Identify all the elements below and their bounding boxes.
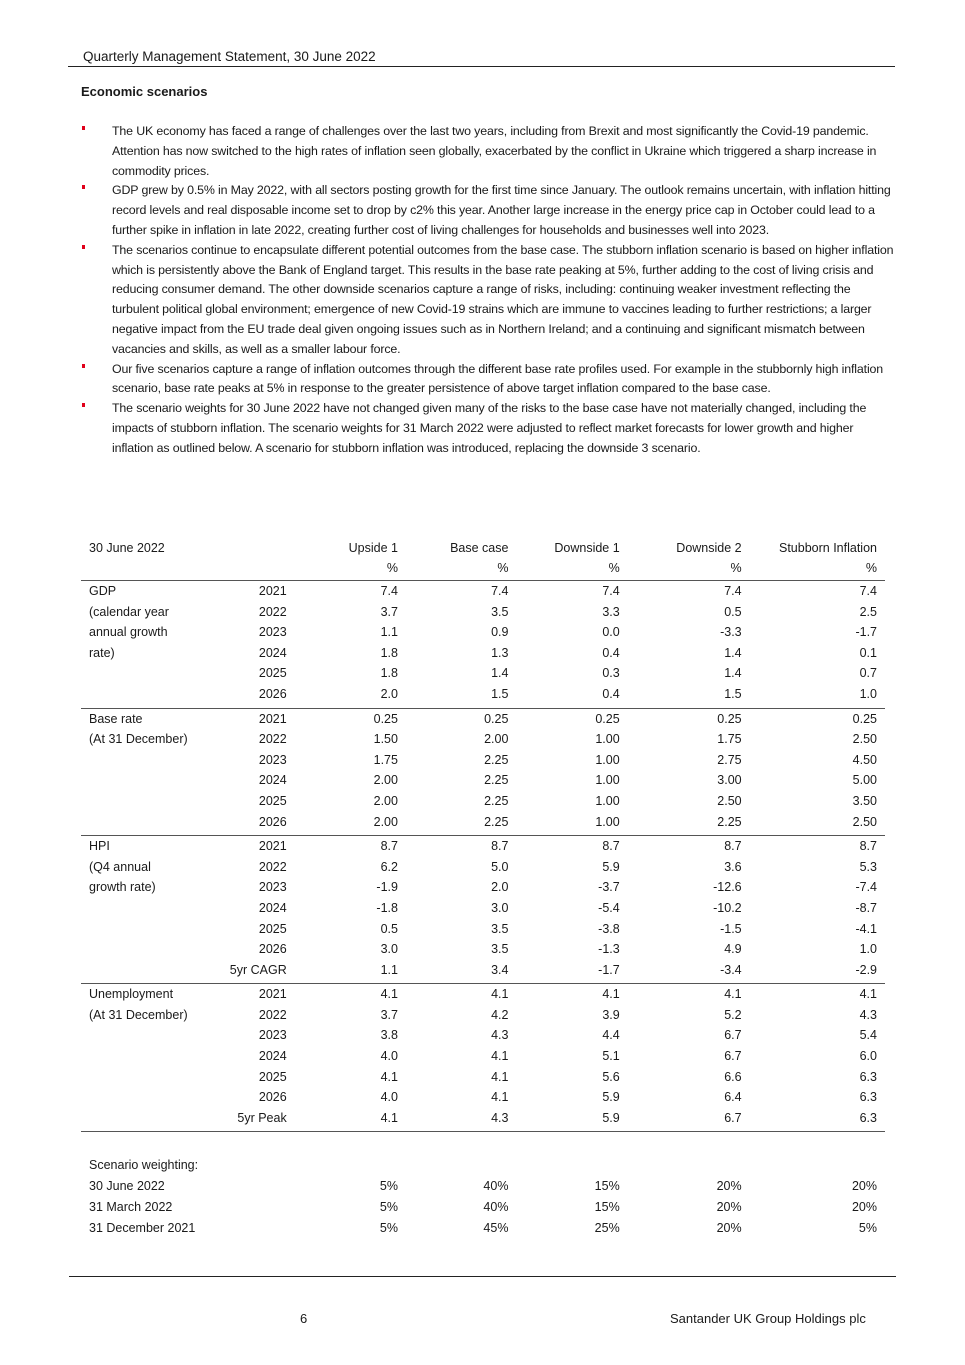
value-stubborn-inflation: 4.1 [750, 984, 885, 1008]
value-downside-2: 0.5 [724, 604, 742, 619]
row-year: 2023 [258, 752, 287, 767]
row-year: 2022 [258, 1007, 287, 1022]
value-stubborn-inflation: -2.9 [855, 962, 877, 977]
weight-upside-1: 5% [379, 1200, 398, 1215]
value-base-case: 1.3 [491, 645, 509, 660]
value-upside-1: 3.0 [380, 942, 398, 957]
value-downside-2: -12.6 [713, 880, 742, 895]
empty-cell [210, 1132, 295, 1159]
row-year: 2023 [258, 625, 287, 640]
table-row [81, 963, 885, 984]
value-stubborn-inflation: 6.3 [859, 1090, 877, 1105]
value-downside-2: 3.00 [717, 773, 742, 788]
value-upside-1: 2.0 [380, 686, 398, 701]
weight-downside-1: 15% [594, 1200, 620, 1215]
row-group-label: (At 31 December) [89, 732, 188, 747]
value-base-case: 3.5 [491, 942, 509, 957]
value-base-case: 4.1 [406, 984, 516, 1008]
value-downside-1: 4.4 [602, 1028, 620, 1043]
table-row [81, 836, 885, 860]
empty-cell [81, 942, 210, 963]
empty-cell [516, 1158, 627, 1179]
row-year: 2021 [210, 581, 295, 605]
column-header-base-case: Base case [450, 541, 509, 555]
bullet-text: The UK economy has faced a range of challenges over the last two years, including from Brexit and most significantly the Covid-19 pandemic. Attention has now switched to the high rates of inflation seen globally, exacerbated by the conflict in Ukraine which triggered a sharp increase in commodity prices. [112, 124, 877, 178]
value-stubborn-inflation: 8.7 [750, 836, 885, 860]
row-year: 2022 [258, 732, 287, 747]
weighting-row [81, 1179, 885, 1200]
table-row [81, 708, 885, 732]
value-upside-1: 4.0 [380, 1049, 398, 1064]
red-square-bullet-icon [82, 245, 85, 249]
empty-cell [750, 1158, 885, 1179]
bullet-text: GDP grew by 0.5% in May 2022, with all sectors posting growth for the first time since January. The outlook remains uncertain, with inflation hitting record levels and real disposable income set to drop by c2% this year. Another large increase in the energy price cap in October could lead to a further spike in inflation in late 2022, creating further cost of living challenges for households and businesses well into 2023. [112, 183, 891, 237]
empty-cell [295, 1132, 406, 1159]
footer-divider [69, 1276, 896, 1277]
value-downside-2: 0.25 [628, 708, 750, 732]
bullet-item [81, 241, 896, 360]
row-year: 2024 [258, 1049, 287, 1064]
column-header-downside-1: Downside 1 [554, 541, 620, 555]
value-upside-1: 0.25 [295, 708, 406, 732]
weight-downside-2: 20% [716, 1220, 742, 1235]
value-upside-1: 1.75 [373, 752, 398, 767]
value-downside-2: 6.4 [724, 1090, 742, 1105]
value-downside-1: -3.8 [598, 921, 620, 936]
empty-cell [516, 1132, 627, 1159]
empty-cell [81, 922, 210, 943]
value-stubborn-inflation: 2.50 [852, 814, 877, 829]
empty-cell [81, 1049, 210, 1070]
table-row [81, 860, 885, 881]
table-date-label: 30 June 2022 [89, 541, 165, 555]
header-divider [68, 66, 895, 67]
value-base-case: 0.25 [406, 708, 516, 732]
weight-upside-1: 5% [379, 1179, 398, 1194]
value-downside-1: 3.9 [602, 1007, 620, 1022]
value-stubborn-inflation: 1.0 [859, 686, 877, 701]
value-stubborn-inflation: 5.3 [859, 859, 877, 874]
value-base-case: 2.25 [484, 814, 509, 829]
value-downside-1: -5.4 [598, 900, 620, 915]
weighting-date-label: 31 December 2021 [89, 1220, 196, 1235]
row-year: 2023 [258, 1028, 287, 1043]
table-row [81, 1090, 885, 1111]
row-group-label: HPI [81, 836, 210, 860]
value-base-case: 4.3 [491, 1028, 509, 1043]
empty-cell [81, 1070, 210, 1091]
weight-base-case: 40% [483, 1179, 509, 1194]
table-row [81, 794, 885, 815]
empty-cell [81, 687, 210, 708]
empty-cell [81, 901, 210, 922]
row-year: 2021 [210, 836, 295, 860]
row-year: 2026 [258, 1090, 287, 1105]
value-stubborn-inflation: 3.50 [852, 793, 877, 808]
weighting-title-row [81, 1158, 885, 1179]
row-year: 5yr CAGR [229, 962, 287, 977]
empty-cell [81, 666, 210, 687]
page-number: 6 [300, 1311, 308, 1326]
value-downside-2: 2.25 [717, 814, 742, 829]
value-downside-1: 5.9 [602, 859, 620, 874]
empty-cell [81, 773, 210, 794]
table-row [81, 732, 885, 753]
value-downside-2: 2.75 [717, 752, 742, 767]
value-downside-1: 1.00 [595, 773, 620, 788]
value-downside-1: 1.00 [595, 814, 620, 829]
value-upside-1: 1.1 [380, 962, 398, 977]
bullet-text: The scenario weights for 30 June 2022 have not changed given many of the risks to the base case have not materially changed, including the impacts of stubborn inflation. The scenario weights for 31 March 2022 were adjusted to reflect market forecasts for lower growth and higher inflation as outlined below. A scenario for stubborn inflation was introduced, replacing the downside 3 scenario. [112, 401, 867, 455]
empty-cell [81, 1111, 210, 1132]
empty-cell [81, 1090, 210, 1111]
value-downside-2: 6.7 [724, 1028, 742, 1043]
value-stubborn-inflation: 4.50 [852, 752, 877, 767]
value-stubborn-inflation: 4.3 [859, 1007, 877, 1022]
column-header-downside-2: Downside 2 [676, 541, 742, 555]
column-header-upside-1: Upside 1 [348, 541, 398, 555]
empty-cell [81, 561, 210, 581]
value-downside-2: 1.4 [724, 645, 742, 660]
unit-label: % [730, 561, 742, 575]
value-stubborn-inflation: 6.3 [859, 1069, 877, 1084]
value-base-case: 7.4 [406, 581, 516, 605]
row-group-label: Unemployment [81, 984, 210, 1008]
value-base-case: 5.0 [491, 859, 509, 874]
table-row [81, 753, 885, 774]
value-downside-1: 7.4 [516, 581, 627, 605]
red-square-bullet-icon [82, 185, 85, 189]
value-stubborn-inflation: 5.4 [859, 1028, 877, 1043]
value-stubborn-inflation: 0.7 [859, 666, 877, 681]
value-upside-1: -1.8 [376, 900, 398, 915]
value-downside-2: -1.5 [720, 921, 742, 936]
value-downside-2: 5.2 [724, 1007, 742, 1022]
value-upside-1: 2.00 [373, 814, 398, 829]
row-group-label: Base rate [81, 708, 210, 732]
value-upside-1: 0.5 [380, 921, 398, 936]
value-base-case: 8.7 [406, 836, 516, 860]
table-row [81, 942, 885, 963]
value-stubborn-inflation: 5.00 [852, 773, 877, 788]
value-downside-1: 4.1 [516, 984, 627, 1008]
empty-cell [81, 794, 210, 815]
value-stubborn-inflation: 6.3 [750, 1111, 885, 1132]
footer-company-name: Santander UK Group Holdings plc [670, 1311, 866, 1326]
weighting-title: Scenario weighting: [89, 1158, 199, 1173]
value-upside-1: 7.4 [295, 581, 406, 605]
spacer-row [81, 1132, 885, 1159]
weight-downside-2: 20% [716, 1179, 742, 1194]
table-row [81, 984, 885, 1008]
empty-cell [81, 815, 210, 836]
value-upside-1: 3.8 [380, 1028, 398, 1043]
weight-stubborn-inflation: 20% [851, 1200, 877, 1215]
row-group-label: (Q4 annual [89, 859, 151, 874]
row-year: 2026 [258, 942, 287, 957]
value-stubborn-inflation: -8.7 [855, 900, 877, 915]
value-downside-2: -10.2 [713, 900, 742, 915]
red-square-bullet-icon [82, 126, 85, 130]
weight-downside-2: 20% [716, 1200, 742, 1215]
value-base-case: 4.2 [491, 1007, 509, 1022]
row-group-label: growth rate) [89, 880, 156, 895]
value-upside-1: 3.7 [380, 604, 398, 619]
unit-label: % [497, 561, 509, 575]
table-row [81, 1028, 885, 1049]
table-row [81, 1049, 885, 1070]
weight-downside-1: 15% [594, 1179, 620, 1194]
weight-downside-1: 25% [594, 1220, 620, 1235]
weighting-date-label: 31 March 2022 [89, 1200, 173, 1215]
empty-cell [628, 1132, 750, 1159]
value-upside-1: 4.1 [380, 1069, 398, 1084]
value-downside-2: 1.5 [724, 686, 742, 701]
value-base-case: 2.25 [484, 752, 509, 767]
table-header-row [81, 539, 885, 561]
empty-cell [406, 1132, 516, 1159]
row-year: 2024 [258, 900, 287, 915]
unit-label: % [608, 561, 620, 575]
value-downside-2: 6.6 [724, 1069, 742, 1084]
value-stubborn-inflation: 0.1 [859, 645, 877, 660]
value-base-case: 3.0 [491, 900, 509, 915]
row-year: 2021 [210, 708, 295, 732]
value-upside-1: 4.0 [380, 1090, 398, 1105]
weighting-row [81, 1221, 885, 1242]
value-upside-1: 1.8 [380, 666, 398, 681]
value-base-case: 4.1 [491, 1069, 509, 1084]
row-group-label: (At 31 December) [89, 1007, 188, 1022]
empty-cell [81, 753, 210, 774]
empty-cell [295, 1158, 406, 1179]
value-downside-1: 5.9 [602, 1090, 620, 1105]
value-downside-2: 8.7 [628, 836, 750, 860]
bullet-text: Our five scenarios capture a range of inflation outcomes through the different base rate profiles used. For example in the stubbornly high inflation scenario, base rate peaks at 5% in response to the greater persistence of above target inflation compared to the base case. [112, 361, 884, 396]
value-upside-1: 1.1 [380, 625, 398, 640]
value-stubborn-inflation: 6.0 [859, 1049, 877, 1064]
value-base-case: 1.4 [491, 666, 509, 681]
table-units-row [81, 561, 885, 581]
table-row [81, 687, 885, 708]
value-upside-1: -1.9 [376, 880, 398, 895]
value-downside-1: 0.4 [602, 686, 620, 701]
value-downside-1: 5.1 [602, 1049, 620, 1064]
table-row [81, 1008, 885, 1029]
empty-cell [81, 1132, 210, 1159]
value-downside-1: 1.00 [595, 793, 620, 808]
empty-cell [406, 1158, 516, 1179]
value-base-case: 3.5 [491, 921, 509, 936]
bullet-item [81, 399, 896, 458]
value-base-case: 2.25 [484, 773, 509, 788]
value-stubborn-inflation: 7.4 [750, 581, 885, 605]
empty-cell [750, 1132, 885, 1159]
value-downside-1: 0.4 [602, 645, 620, 660]
row-group-label: annual growth [89, 625, 168, 640]
row-year: 2024 [258, 645, 287, 660]
value-upside-1: 4.1 [295, 1111, 406, 1132]
value-stubborn-inflation: 0.25 [750, 708, 885, 732]
unit-label: % [865, 561, 877, 575]
value-downside-2: -3.3 [720, 625, 742, 640]
value-downside-1: -1.7 [598, 962, 620, 977]
value-stubborn-inflation: -1.7 [855, 625, 877, 640]
empty-cell [210, 561, 295, 581]
value-upside-1: 8.7 [295, 836, 406, 860]
value-downside-1: -1.3 [598, 942, 620, 957]
value-upside-1: 6.2 [380, 859, 398, 874]
value-base-case: 4.1 [491, 1090, 509, 1105]
row-year: 2022 [258, 859, 287, 874]
value-stubborn-inflation: 2.50 [852, 732, 877, 747]
row-year: 2024 [258, 773, 287, 788]
value-upside-1: 1.8 [380, 645, 398, 660]
value-downside-1: 0.25 [516, 708, 627, 732]
weight-base-case: 40% [483, 1200, 509, 1215]
row-group-label: GDP [81, 581, 210, 605]
value-stubborn-inflation: 1.0 [859, 942, 877, 957]
value-downside-1: -3.7 [598, 880, 620, 895]
value-upside-1: 2.00 [373, 773, 398, 788]
empty-cell [81, 963, 210, 984]
table-row [81, 581, 885, 605]
value-downside-2: 4.1 [628, 984, 750, 1008]
row-year: 2026 [258, 686, 287, 701]
weight-stubborn-inflation: 5% [858, 1220, 877, 1235]
row-year: 2023 [258, 880, 287, 895]
value-upside-1: 1.50 [373, 732, 398, 747]
value-downside-2: 3.6 [724, 859, 742, 874]
bullet-item [81, 181, 896, 240]
table-row [81, 625, 885, 646]
section-title: Economic scenarios [81, 84, 208, 99]
value-downside-2: 4.9 [724, 942, 742, 957]
bullet-list [81, 122, 896, 459]
table-row [81, 1111, 885, 1132]
unit-label: % [386, 561, 398, 575]
table-row [81, 1070, 885, 1091]
row-year: 2026 [258, 814, 287, 829]
row-year: 2021 [210, 984, 295, 1008]
table-row [81, 815, 885, 836]
table-row [81, 922, 885, 943]
value-downside-1: 0.0 [602, 625, 620, 640]
value-upside-1: 3.7 [380, 1007, 398, 1022]
value-stubborn-inflation: -4.1 [855, 921, 877, 936]
weight-stubborn-inflation: 20% [851, 1179, 877, 1194]
value-base-case: 2.00 [484, 732, 509, 747]
weight-upside-1: 5% [379, 1220, 398, 1235]
document-header-title: Quarterly Management Statement, 30 June 2022 [83, 49, 376, 64]
value-stubborn-inflation: -7.4 [855, 880, 877, 895]
table-row [81, 666, 885, 687]
value-base-case: 4.3 [406, 1111, 516, 1132]
table-row [81, 646, 885, 667]
value-base-case: 3.5 [491, 604, 509, 619]
row-year: 2025 [258, 793, 287, 808]
empty-cell [210, 539, 295, 561]
empty-cell [81, 1028, 210, 1049]
bullet-item [81, 360, 896, 400]
table-row [81, 880, 885, 901]
table-row [81, 773, 885, 794]
weighting-row [81, 1200, 885, 1221]
value-downside-1: 1.00 [595, 732, 620, 747]
red-square-bullet-icon [82, 403, 85, 407]
weighting-date-label: 30 June 2022 [89, 1179, 165, 1194]
row-group-label: (calendar year [89, 604, 169, 619]
row-year: 2025 [258, 666, 287, 681]
row-year: 2025 [258, 1069, 287, 1084]
column-header-stubborn-inflation: Stubborn Inflation [779, 541, 877, 555]
value-stubborn-inflation: 2.5 [859, 604, 877, 619]
table-row [81, 605, 885, 626]
value-base-case: 4.1 [491, 1049, 509, 1064]
value-downside-2: 6.7 [724, 1049, 742, 1064]
value-downside-2: 1.75 [717, 732, 742, 747]
row-year: 5yr Peak [210, 1111, 295, 1132]
value-base-case: 2.25 [484, 793, 509, 808]
value-downside-1: 5.6 [602, 1069, 620, 1084]
value-downside-1: 0.3 [602, 666, 620, 681]
row-year: 2025 [258, 921, 287, 936]
value-downside-2: -3.4 [720, 962, 742, 977]
value-downside-2: 6.7 [628, 1111, 750, 1132]
value-downside-1: 1.00 [595, 752, 620, 767]
economic-scenarios-table [81, 539, 885, 1242]
value-downside-1: 3.3 [602, 604, 620, 619]
value-downside-2: 1.4 [724, 666, 742, 681]
red-square-bullet-icon [82, 364, 85, 368]
value-base-case: 1.5 [491, 686, 509, 701]
row-group-label: rate) [89, 645, 115, 660]
weight-base-case: 45% [483, 1220, 509, 1235]
value-base-case: 0.9 [491, 625, 509, 640]
value-downside-2: 7.4 [628, 581, 750, 605]
value-upside-1: 4.1 [295, 984, 406, 1008]
value-downside-2: 2.50 [717, 793, 742, 808]
table-row [81, 901, 885, 922]
value-base-case: 2.0 [491, 880, 509, 895]
bullet-item [81, 122, 896, 181]
value-base-case: 3.4 [491, 962, 509, 977]
empty-cell [628, 1158, 750, 1179]
value-upside-1: 2.00 [373, 793, 398, 808]
bullet-text: The scenarios continue to encapsulate different potential outcomes from the base case. The stubborn inflation scenario is based on higher inflation which is persistently above the Bank of England target. This results in the base rate peaking at 5%, further adding to the cost of living crisis and reducing consumer demand. The other downside scenarios capture a range of risks, including: continuing weaker investment reflecting the turbulent political global environment; emergence of new Covid-19 strains which are immune to vaccines leading to further restrictions; a larger negative impact from the EU trade deal given ongoing issues such as in Northern Ireland; and a continuing and significant mismatch between vacancies and skills, as well as a smaller labour force. [112, 242, 894, 356]
value-downside-1: 8.7 [516, 836, 627, 860]
value-downside-1: 5.9 [516, 1111, 627, 1132]
row-year: 2022 [258, 604, 287, 619]
